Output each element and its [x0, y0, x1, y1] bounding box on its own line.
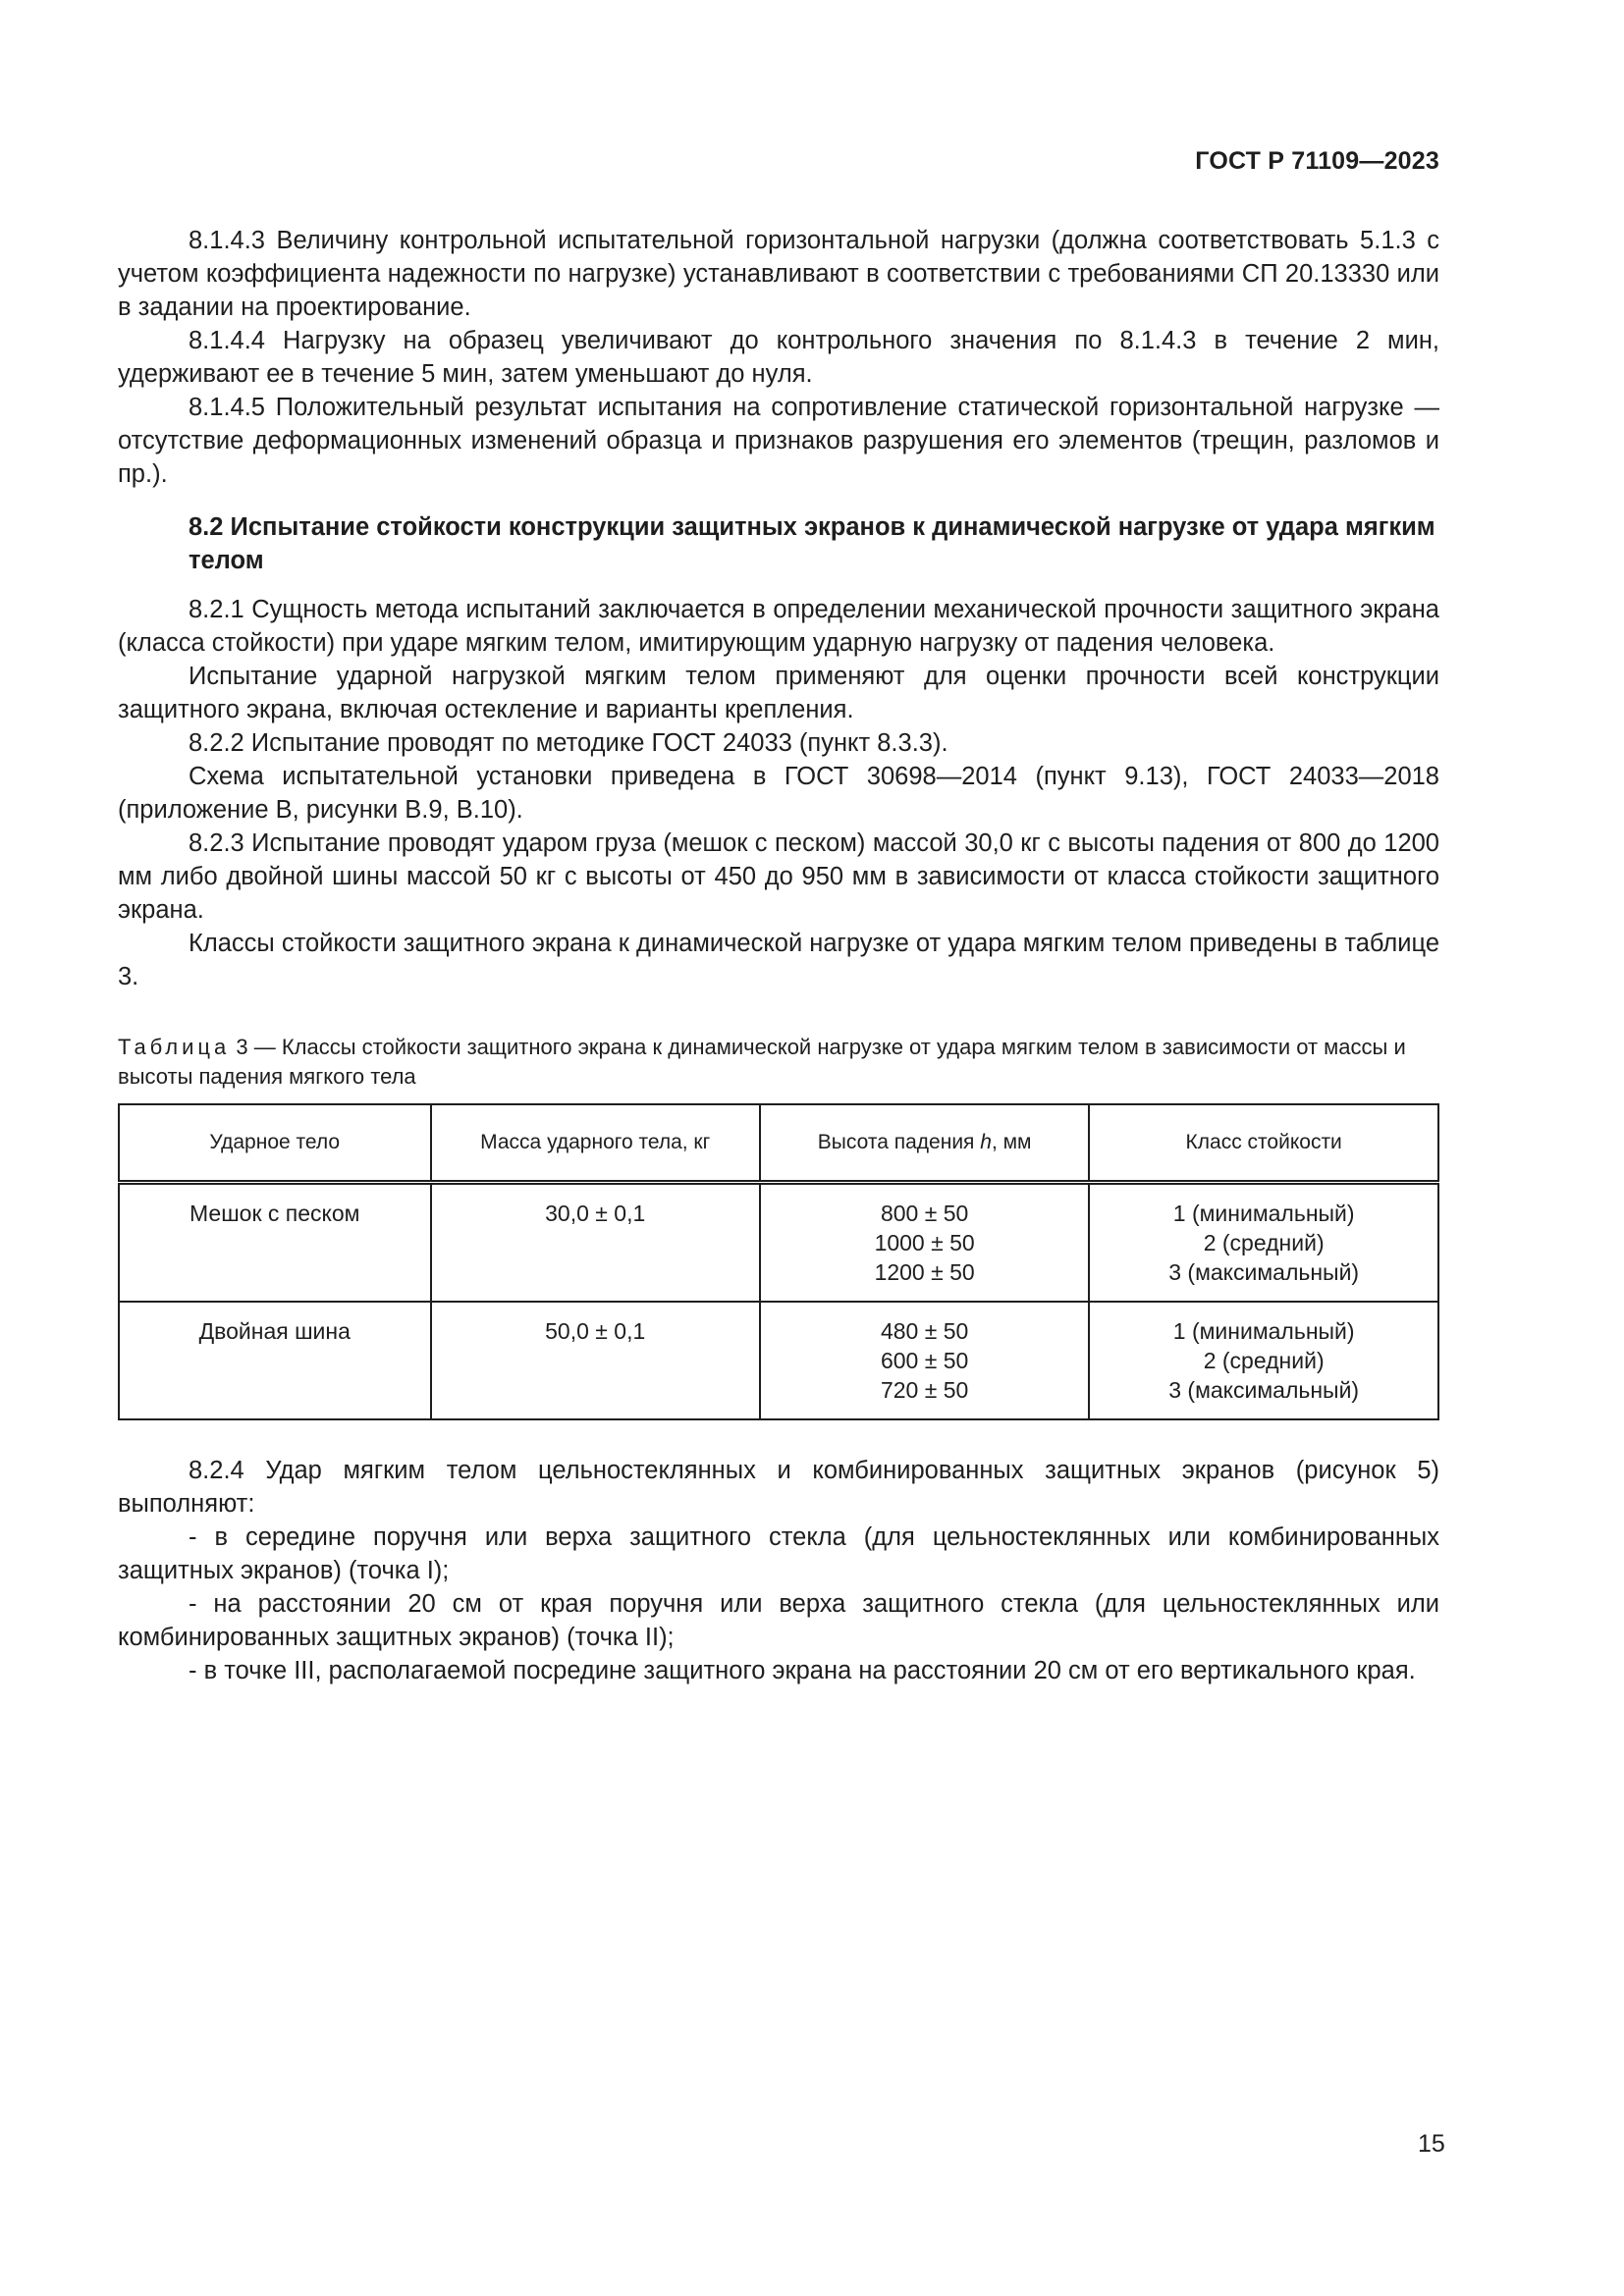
header-mass: Масса ударного тела, кг — [431, 1104, 760, 1183]
cell-drop-heights — [760, 1302, 1089, 1419]
section-heading-8-2: 8.2 Испытание стойкости конструкции защитных экранов к динамической нагрузке от удара мягким телом — [189, 513, 1435, 574]
header-drop-height-prefix: Высота падения — [817, 1131, 981, 1153]
paragraph-8-2-4: 8.2.4 Удар мягким телом цельностеклянных и комбинированных защитных экранов (рисунок 5) выполняют: — [118, 1457, 1439, 1518]
table-row — [119, 1302, 1438, 1419]
page-content — [118, 224, 1439, 1687]
list-item-point-ii: - на расстоянии 20 см от края поручня или верха защитного стекла (для цельностеклянных или комбинированных защитных экранов) (точка II); — [118, 1590, 1439, 1651]
drop-height-value: 1000 ± 50 — [874, 1230, 975, 1255]
resistance-class-value: 3 (максимальный) — [1168, 1377, 1360, 1403]
paragraph-8-1-4-3: 8.1.4.3 Величину контрольной испытательной горизонтальной нагрузки (должна соответствовать 5.1.3 с учетом коэффициента надежности по нагрузке) устанавливают в соответствии с требованиями СП 20.13330 или в задании на проектирование. — [118, 227, 1439, 321]
cell-impact-body: Двойная шина — [119, 1302, 431, 1419]
drop-height-value: 480 ± 50 — [880, 1318, 969, 1344]
resistance-class-value: 1 (минимальный) — [1172, 1318, 1355, 1344]
list-item-point-i: - в середине поручня или верха защитного стекла (для цельностеклянных или комбинированных защитных экранов) (точка I); — [118, 1523, 1439, 1584]
resistance-class-value: 2 (средний) — [1203, 1348, 1325, 1373]
header-drop-height — [760, 1104, 1089, 1183]
paragraph-test-setup: Схема испытательной установки приведена в ГОСТ 30698—2014 (пункт 9.13), ГОСТ 24033—2018 (приложение В, рисунки В.9, В.10). — [118, 763, 1439, 824]
after-table-section — [118, 1454, 1439, 1687]
cell-mass: 30,0 ± 0,1 — [431, 1183, 760, 1303]
table-header-row — [119, 1104, 1438, 1183]
table-caption-label: Таблица — [118, 1035, 231, 1059]
drop-height-value: 720 ± 50 — [880, 1377, 969, 1403]
list-item-point-iii: - в точке III, располагаемой посредине защитного экрана на расстоянии 20 см от его вертикального края. — [189, 1657, 1416, 1684]
page-number: 15 — [1418, 2130, 1445, 2158]
drop-height-value: 1200 ± 50 — [874, 1259, 975, 1285]
paragraph-8-2-1: 8.2.1 Сущность метода испытаний заключается в определении механической прочности защитного экрана (класса стойкости) при ударе мягким телом, имитирующим ударную нагрузку от падения человека. — [118, 596, 1439, 657]
table-caption — [118, 1033, 1439, 1092]
cell-mass: 50,0 ± 0,1 — [431, 1302, 760, 1419]
paragraph-8-2-2: 8.2.2 Испытание проводят по методике ГОСТ 24033 (пункт 8.3.3). — [189, 729, 948, 757]
cell-impact-body: Мешок с песком — [119, 1183, 431, 1303]
header-impact-body: Ударное тело — [119, 1104, 431, 1183]
cell-resistance-classes — [1089, 1302, 1438, 1419]
table-row — [119, 1183, 1438, 1303]
paragraph-8-1-4-5: 8.1.4.5 Положительный результат испытания на сопротивление статической горизонтальной нагрузке — отсутствие деформационных изменений образца и признаков разрушения его элементов (трещин, разломов и пр.). — [118, 394, 1439, 488]
cell-resistance-classes — [1089, 1183, 1438, 1303]
header-drop-height-unit: , мм — [991, 1131, 1032, 1153]
cell-drop-heights — [760, 1183, 1089, 1303]
header-drop-height-variable: h — [980, 1131, 992, 1153]
drop-height-value: 600 ± 50 — [880, 1348, 969, 1373]
spacer — [118, 993, 1439, 1033]
table-caption-text: 3 — Классы стойкости защитного экрана к динамической нагрузке от удара мягким телом в зависимости от массы и высоты падения мягкого тела — [118, 1035, 1406, 1089]
resistance-class-value: 1 (минимальный) — [1172, 1201, 1355, 1226]
paragraph-8-1-4-4: 8.1.4.4 Нагрузку на образец увеличивают до контрольного значения по 8.1.4.3 в течение 2 мин, удерживают ее в течение 5 мин, затем уменьшают до нуля. — [118, 327, 1439, 388]
resistance-class-value: 2 (средний) — [1203, 1230, 1325, 1255]
paragraph-resistance-classes: Классы стойкости защитного экрана к динамической нагрузке от удара мягким телом приведены в таблице 3. — [118, 930, 1440, 990]
paragraph-soft-body-impact: Испытание ударной нагрузкой мягким телом применяют для оценки прочности всей конструкции защитного экрана, включая остекление и варианты крепления. — [118, 663, 1439, 723]
document-number: ГОСТ Р 71109—2023 — [1195, 147, 1439, 175]
paragraph-8-2-3: 8.2.3 Испытание проводят ударом груза (мешок с песком) массой 30,0 кг с высоты падения от 800 до 1200 мм либо двойной шины массой 50 кг с высоты от 450 до 950 мм в зависимости от класса стойкости защитного экрана. — [118, 829, 1439, 924]
drop-height-value: 800 ± 50 — [880, 1201, 969, 1226]
resistance-class-table — [118, 1103, 1439, 1420]
header-resistance-class: Класс стойкости — [1089, 1104, 1438, 1183]
resistance-class-value: 3 (максимальный) — [1168, 1259, 1360, 1285]
